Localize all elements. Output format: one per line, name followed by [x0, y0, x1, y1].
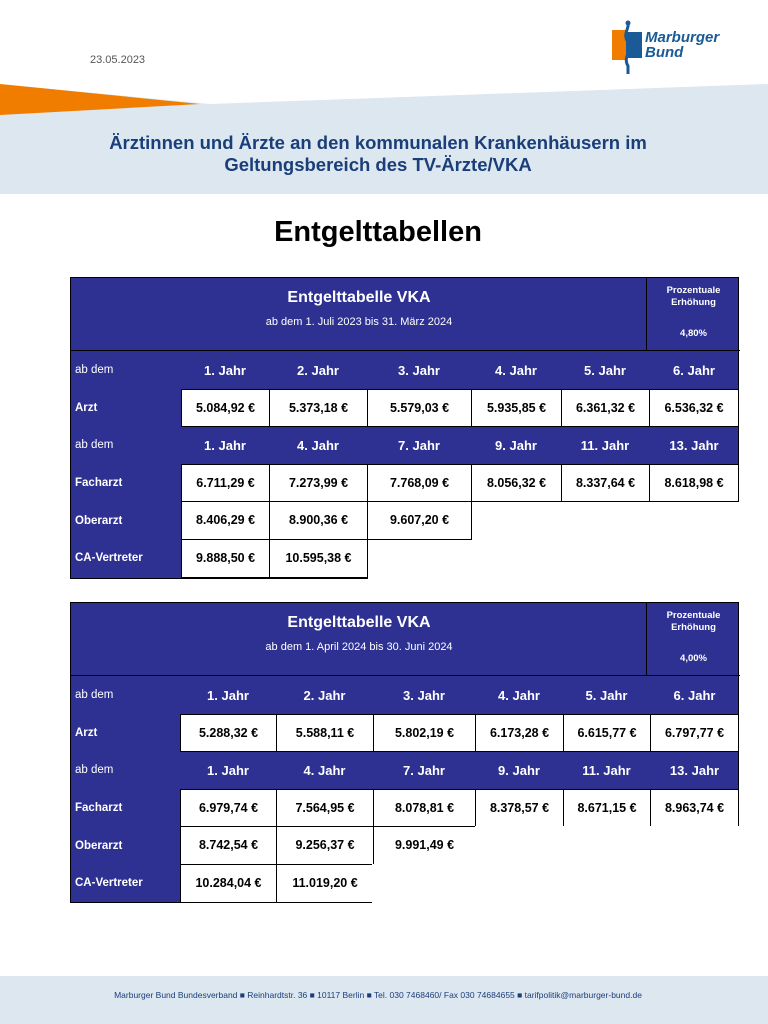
year-header: 13. Jahr [669, 763, 720, 778]
row-label-arzt: Arzt [75, 402, 98, 414]
year-header: 4. Jahr [495, 363, 537, 378]
year-header: 2. Jahr [297, 363, 339, 378]
table-title: Entgelttabelle VKA [287, 614, 431, 631]
row-label-ca-vertreter: CA-Vertreter [75, 877, 143, 889]
salary-cell: 6.173,28 € [475, 714, 564, 752]
salary-cell: 9.991,49 € [373, 826, 476, 865]
year-header: 7. Jahr [403, 763, 445, 778]
rate-box [648, 603, 739, 675]
row-label-ab-dem: ab dem [75, 439, 114, 451]
row-label-facharzt: Facharzt [75, 802, 123, 814]
year-header: 2. Jahr [303, 688, 346, 703]
salary-cell: 6.615,77 € [563, 714, 651, 752]
year-header: 5. Jahr [584, 363, 626, 378]
salary-cell: 5.084,92 € [181, 389, 270, 427]
document-date: 23.05.2023 [90, 54, 146, 66]
year-header: 11. Jahr [582, 763, 631, 778]
rate-box [648, 278, 739, 350]
row-label-ab-dem: ab dem [75, 689, 114, 701]
table-period: ab dem 1. Juli 2023 bis 31. März 2024 [265, 316, 453, 328]
rate-value: 4,80% [680, 328, 707, 339]
year-header: 6. Jahr [673, 688, 716, 703]
salary-cell: 8.900,36 € [269, 501, 368, 540]
page-subtitle [0, 132, 756, 176]
salary-cell: 6.979,74 € [180, 789, 277, 827]
row-label-arzt: Arzt [75, 727, 98, 739]
header-divider [71, 675, 740, 676]
salary-cell: 6.536,32 € [649, 389, 739, 427]
salary-cell: 8.406,29 € [181, 501, 270, 540]
salary-cell: 8.056,32 € [471, 464, 562, 502]
rate-label: Prozentuale Erhöhung [666, 610, 721, 633]
row-label-oberarzt: Oberarzt [75, 840, 123, 852]
salary-cell: 8.671,15 € [563, 789, 651, 827]
subtitle-line-1: Ärztinnen und Ärzte an den kommunalen Krankenhäusern im [109, 132, 647, 153]
table-header [71, 603, 647, 675]
salary-cell: 9.888,50 € [181, 539, 270, 578]
year-header: 1. Jahr [204, 438, 246, 453]
page-title: Entgelttabellen [274, 216, 482, 248]
table-title: Entgelttabelle VKA [287, 289, 431, 306]
salary-cell: 5.935,85 € [471, 389, 562, 427]
year-header: 13. Jahr [669, 438, 719, 453]
row-label-oberarzt: Oberarzt [75, 515, 123, 527]
year-header: 9. Jahr [498, 763, 540, 778]
salary-cell: 5.288,32 € [180, 714, 277, 752]
row-label-facharzt: Facharzt [75, 477, 123, 489]
header-divider [71, 350, 740, 351]
year-header: 3. Jahr [403, 688, 445, 703]
footer-band [0, 976, 768, 1024]
salary-cell: 5.588,11 € [276, 714, 374, 752]
salary-cell: 6.797,77 € [650, 714, 739, 752]
subtitle-line-2: Geltungsbereich des TV-Ärzte/VKA [224, 154, 532, 175]
salary-cell: 7.768,09 € [367, 464, 472, 502]
salary-cell: 10.284,04 € [180, 864, 277, 903]
salary-cell: 7.273,99 € [269, 464, 368, 502]
marburger-bund-logo [612, 20, 742, 76]
salary-cell: 11.019,20 € [276, 864, 374, 903]
salary-cell: 8.742,54 € [180, 826, 277, 865]
salary-cell: 8.963,74 € [650, 789, 739, 827]
logo-wordmark [645, 30, 719, 60]
rate-value: 4,00% [680, 653, 707, 664]
logo-line-1: Marburger [645, 29, 720, 46]
year-header: 4. Jahr [498, 688, 540, 703]
salary-cell: 5.373,18 € [269, 389, 368, 427]
year-header: 4. Jahr [303, 763, 346, 778]
salary-cell: 5.802,19 € [373, 714, 476, 752]
salary-cell: 8.078,81 € [373, 789, 476, 827]
year-header: 6. Jahr [673, 363, 715, 378]
salary-cell: 6.711,29 € [181, 464, 270, 502]
year-header: 9. Jahr [495, 438, 537, 453]
table-period: ab dem 1. April 2024 bis 30. Juni 2024 [265, 641, 453, 653]
footer-contact: Marburger Bund Bundesverband ■ Reinhardtstr. 36 ■ 10117 Berlin ■ Tel. 030 7468460/ Fax 030 74684655 ■ tarifpolitik@marburger-bund.de [114, 990, 642, 1000]
salary-cell: 5.579,03 € [367, 389, 472, 427]
year-header: 1. Jahr [204, 363, 246, 378]
year-header: 1. Jahr [207, 763, 249, 778]
year-header: 5. Jahr [585, 688, 628, 703]
salary-cell: 8.378,57 € [475, 789, 564, 827]
year-header: 11. Jahr [580, 438, 630, 453]
salary-cell: 9.256,37 € [276, 826, 374, 865]
logo-line-2: Bund [645, 44, 684, 61]
salary-cell: 8.618,98 € [649, 464, 739, 502]
row-label-ab-dem: ab dem [75, 764, 114, 776]
rate-label: Prozentuale Erhöhung [666, 285, 721, 308]
table-header [71, 278, 647, 350]
salary-cell: 8.337,64 € [561, 464, 650, 502]
row-label-ca-vertreter: CA-Vertreter [75, 552, 143, 564]
row-label-ab-dem: ab dem [75, 364, 114, 376]
salary-cell: 9.607,20 € [367, 501, 472, 540]
salary-cell: 6.361,32 € [561, 389, 650, 427]
salary-cell: 10.595,38 € [269, 539, 368, 578]
year-header: 4. Jahr [297, 438, 339, 453]
year-header: 7. Jahr [398, 438, 440, 453]
year-header: 3. Jahr [398, 363, 440, 378]
salary-cell: 7.564,95 € [276, 789, 374, 827]
year-header: 1. Jahr [207, 688, 249, 703]
